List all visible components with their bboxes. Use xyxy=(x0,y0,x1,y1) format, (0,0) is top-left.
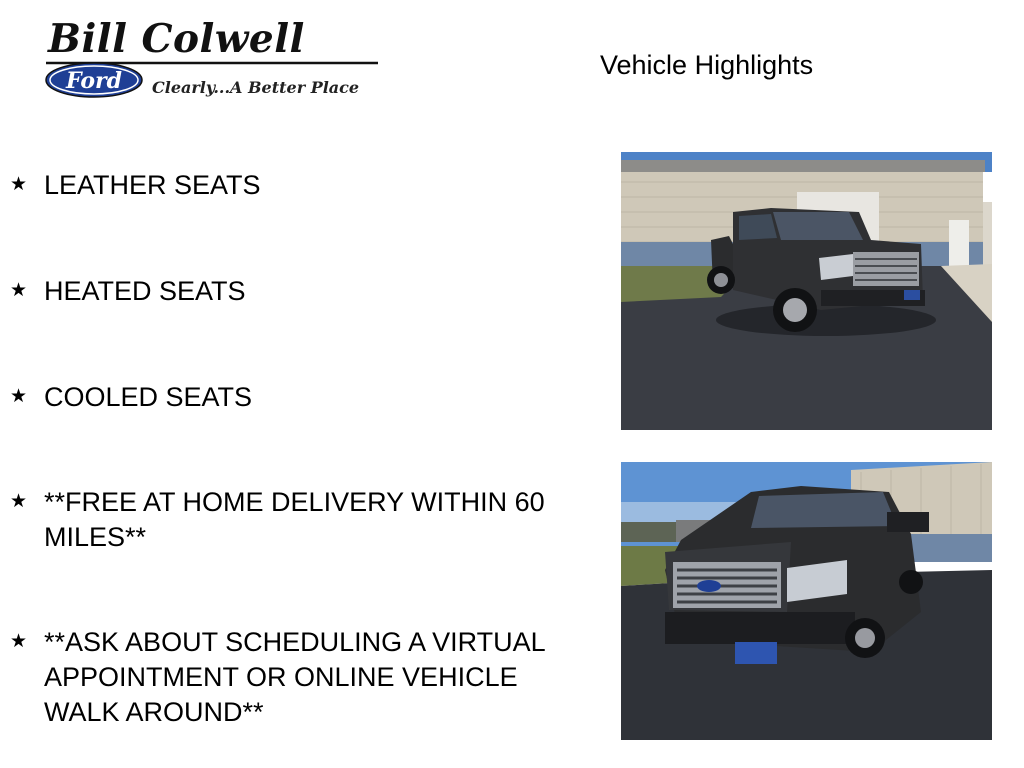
highlight-text: COOLED SEATS xyxy=(44,382,253,412)
list-item xyxy=(10,485,590,555)
star-icon: ★ xyxy=(10,386,28,407)
star-icon: ★ xyxy=(10,174,28,195)
star-icon: ★ xyxy=(10,631,28,652)
list-item xyxy=(10,168,590,203)
highlight-text: HEATED SEATS xyxy=(44,276,246,306)
vehicle-photo-front xyxy=(621,462,992,740)
vehicle-photo-front-quarter xyxy=(621,152,992,430)
star-icon: ★ xyxy=(10,491,28,512)
dealer-name: Bill Colwell xyxy=(48,16,305,62)
dealer-tagline: Clearly...A Better Place xyxy=(152,78,360,97)
highlight-text: **FREE AT HOME DELIVERY WITHIN 60 MILES** xyxy=(44,487,545,552)
star-icon: ★ xyxy=(10,280,28,301)
list-item xyxy=(10,625,590,730)
list-item xyxy=(10,380,590,415)
highlight-text: LEATHER SEATS xyxy=(44,170,261,200)
highlight-text: **ASK ABOUT SCHEDULING A VIRTUAL APPOINTMENT OR ONLINE VEHICLE WALK AROUND** xyxy=(44,627,545,727)
ford-wordmark: Ford xyxy=(65,68,123,94)
list-item xyxy=(10,274,590,309)
page-title: Vehicle Highlights xyxy=(600,50,814,80)
